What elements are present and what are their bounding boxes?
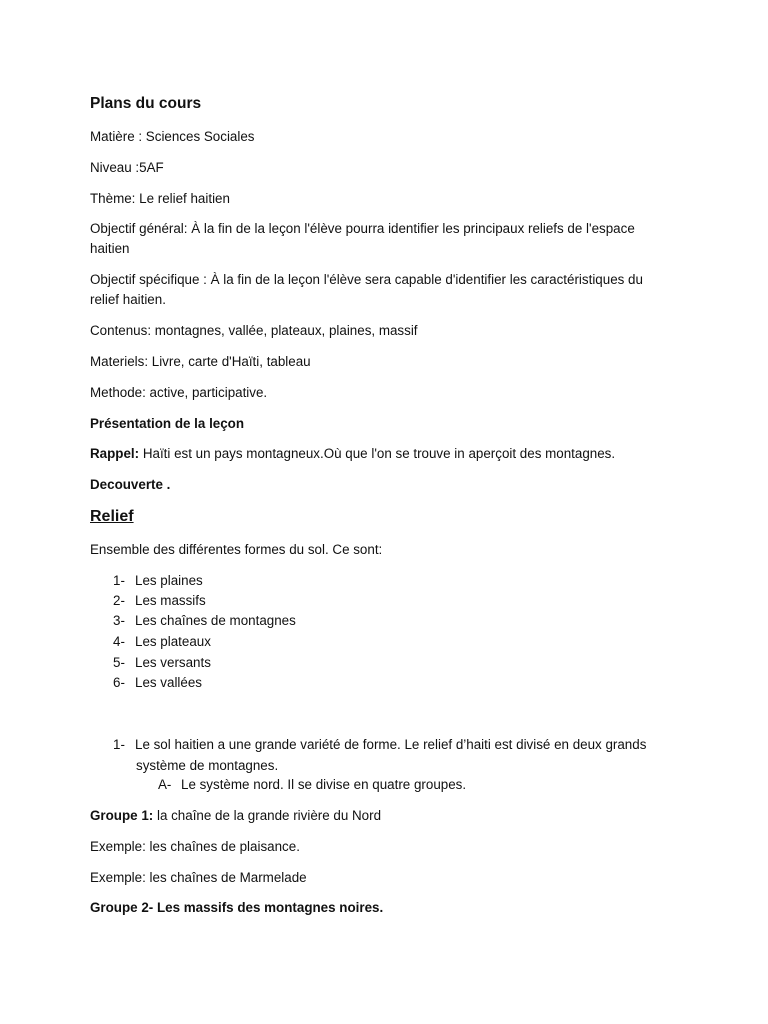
relief-heading: Relief <box>90 508 134 525</box>
contenus-line: Contenus: montagnes, vallée, plateaux, plaines, massif <box>90 323 418 338</box>
groupe-1-text: la chaîne de la grande rivière du Nord <box>153 808 382 823</box>
list-item-number: 1- <box>113 573 125 588</box>
point-1-text-line2: système de montagnes. <box>136 758 279 773</box>
methode-line: Methode: active, participative. <box>90 385 268 400</box>
theme-line: Thème: Le relief haitien <box>90 191 230 206</box>
document-title: Plans du cours <box>90 95 202 112</box>
list-item-number: 6- <box>113 675 125 690</box>
list-item-text: Les plateaux <box>135 634 211 649</box>
list-item-text: Les versants <box>135 655 211 670</box>
list-item-number: 3- <box>113 613 125 628</box>
rappel-label: Rappel: <box>90 446 140 461</box>
materiels-line: Materiels: Livre, carte d'Haïti, tableau <box>90 354 311 369</box>
list-item-text: Les vallées <box>135 675 202 690</box>
list-item-text: Les massifs <box>135 593 206 608</box>
groupe-2-heading: Groupe 2- Les massifs des montagnes noires. <box>90 900 384 915</box>
niveau-line: Niveau :5AF <box>90 160 164 175</box>
list-item-number: 5- <box>113 655 125 670</box>
decouverte-heading: Decouverte . <box>90 477 171 492</box>
list-item-text: Les chaînes de montagnes <box>135 613 296 628</box>
presentation-heading: Présentation de la leçon <box>90 416 245 431</box>
sub-point-a-label: A- <box>158 777 172 792</box>
sub-point-a-text: Le système nord. Il se divise en quatre groupes. <box>181 777 467 792</box>
matiere-line: Matière : Sciences Sociales <box>90 129 255 144</box>
groupe-1-line <box>90 806 381 826</box>
rappel-text: Haïti est un pays montagneux.Où que l'on se trouve in aperçoit des montagnes. <box>139 446 616 461</box>
exemple-2-line: Exemple: les chaînes de Marmelade <box>90 870 307 885</box>
rappel-paragraph <box>90 444 615 464</box>
relief-intro: Ensemble des différentes formes du sol. Ce sont: <box>90 542 383 557</box>
objectif-general-paragraph: Objectif général: À la fin de la leçon l'élève pourra identifier les principaux reliefs de l'espace haitien <box>90 221 635 256</box>
exemple-1-line: Exemple: les chaînes de plaisance. <box>90 839 300 854</box>
list-item-number: 4- <box>113 634 125 649</box>
list-item-text: Les plaines <box>135 573 203 588</box>
point-1-text-line1: Le sol haitien a une grande variété de forme. Le relief d’haiti est divisé en deux grands <box>135 737 647 752</box>
list-item-number: 2- <box>113 593 125 608</box>
objectif-specifique-paragraph: Objectif spécifique : À la fin de la leçon l'élève sera capable d'identifier les caractéristiques du relief haitien. <box>90 272 643 307</box>
groupe-1-label: Groupe 1: <box>90 808 154 823</box>
point-1-number: 1- <box>113 737 125 752</box>
